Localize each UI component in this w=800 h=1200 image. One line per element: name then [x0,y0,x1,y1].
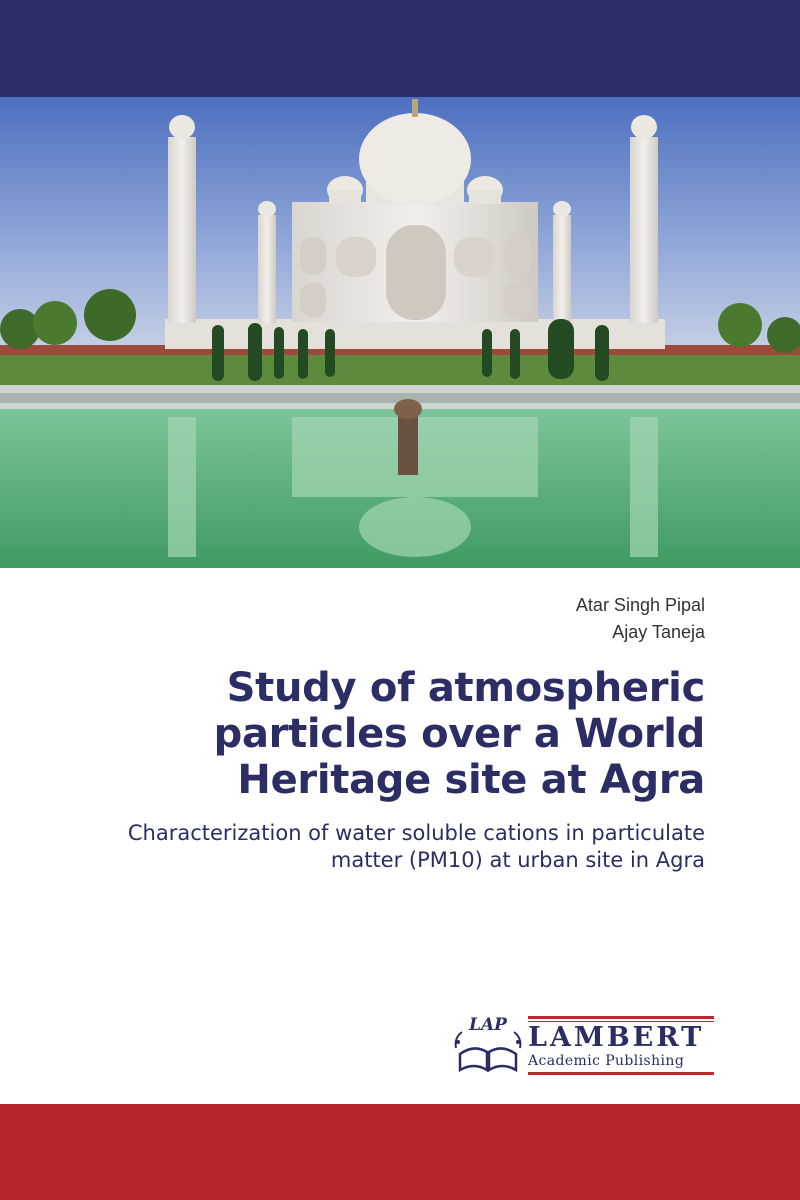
publisher-logo [452,1010,717,1076]
open-book-icon [452,1010,524,1076]
publisher-tagline: Academic Publishing [528,1053,685,1069]
author-list [576,592,705,646]
publisher-name: LAMBERT [528,1022,705,1053]
bottom-color-band [0,1104,800,1200]
emblem-text: LAP [469,1015,507,1035]
cover-photo [0,97,800,568]
book-subtitle: Characterization of water soluble cations in particulate matter (PM10) at urban site in Agra [127,821,705,872]
author-name: Atar Singh Pipal [575,595,705,615]
logo-rule [528,1072,714,1075]
book-title: Study of atmospheric particles over a World Heritage site at Agra [213,665,705,803]
author-name: Ajay Taneja [612,622,705,642]
logo-rule [528,1016,714,1019]
top-color-band [0,0,800,97]
